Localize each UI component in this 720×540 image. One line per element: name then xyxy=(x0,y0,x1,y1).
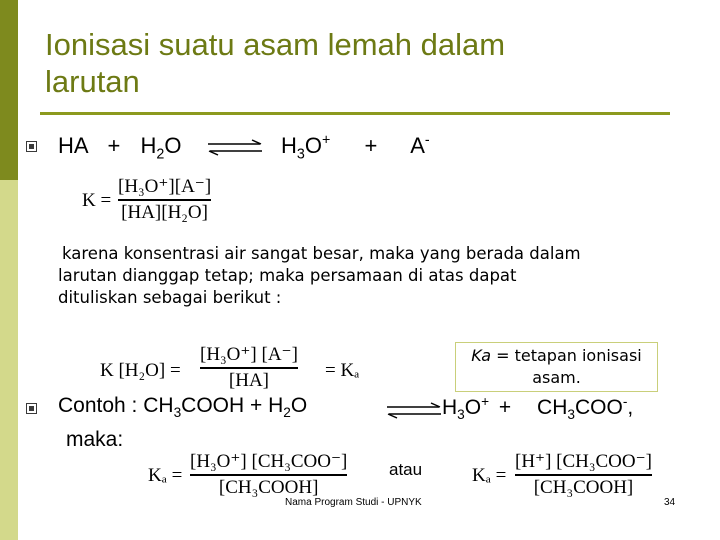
reaction-1-products xyxy=(281,133,430,163)
reactant-water: $H_2O$ xyxy=(140,133,182,163)
plus-sign: + xyxy=(498,396,512,419)
sidebar-accent-light xyxy=(0,180,18,540)
bullet-icon xyxy=(26,141,37,152)
ka-rhs: = Kₐ xyxy=(325,360,360,381)
example-maka: maka: xyxy=(66,428,124,451)
ka-definition-note xyxy=(455,342,658,392)
slide-title xyxy=(45,26,665,100)
paragraph-line-1: karena konsentrasi air sangat besar, maka yang berada dalam xyxy=(62,244,581,263)
ka-numerator: [H₃O⁺] [A⁻] xyxy=(200,344,298,365)
fraction-bar xyxy=(190,474,347,476)
reactant-ha: HA xyxy=(58,133,88,158)
ka-denominator: [HA] xyxy=(228,369,269,391)
ka-expr-1-lhs: Kₐ = xyxy=(148,465,183,486)
ka-expr-1-fraction xyxy=(190,450,347,499)
plus-sign: + xyxy=(364,133,378,159)
sidebar-accent-dark xyxy=(0,0,18,180)
plus-sign: + xyxy=(107,133,121,158)
ka-definition-line-2: asam. xyxy=(532,368,581,387)
k-numerator: [H₃O⁺][A⁻] xyxy=(118,176,212,197)
fraction-bar xyxy=(118,199,211,201)
bullet-icon xyxy=(26,403,37,414)
k-denominator: [HA][H₂O] xyxy=(121,201,208,223)
ka-expr-2-lhs: Kₐ = xyxy=(472,465,507,486)
title-line-2: larutan xyxy=(45,64,140,99)
ka-expr-1-denominator: [CH₃COOH] xyxy=(218,476,319,498)
paragraph-line-2: larutan dianggap tetap; maka persamaan di atas dapat xyxy=(58,266,517,285)
atau-label: atau xyxy=(389,460,423,479)
paragraph-line-3: dituliskan sebagai berikut : xyxy=(58,288,282,307)
reaction-1 xyxy=(58,133,181,162)
product-anion: A- xyxy=(410,133,430,159)
k-lhs: K = xyxy=(82,190,112,211)
ka-expr-1-numerator: [H₃O⁺] [CH₃COO⁻] xyxy=(190,451,348,472)
ka-expr-2-fraction xyxy=(515,450,652,499)
ka-symbol: Ka xyxy=(471,346,492,365)
ka-fraction xyxy=(200,343,298,392)
equilibrium-arrow-icon xyxy=(206,139,264,157)
ka-expr-2-numerator: [H⁺] [CH₃COO⁻] xyxy=(515,451,652,472)
explanation-paragraph xyxy=(58,243,708,309)
ka-definition-text: = tetapan ionisasi xyxy=(491,346,642,365)
example-products xyxy=(442,394,633,422)
footer-text: Nama Program Studi - UPNYK xyxy=(285,497,422,508)
product-hydronium: $H_3O^+$ xyxy=(281,133,331,163)
product-acetate: $CH_3COO^-$, xyxy=(537,394,634,423)
product-hydronium: $H_3O^+$ xyxy=(442,394,490,423)
fraction-bar xyxy=(200,367,298,369)
ka-expr-2-denominator: [CH₃COOH] xyxy=(533,476,634,498)
ka-lhs: K [H₂O] = xyxy=(100,360,181,381)
title-divider xyxy=(40,112,670,115)
k-fraction xyxy=(118,175,211,224)
example-reaction: Contoh : $CH_3COOH + H_2O$ xyxy=(58,394,308,421)
page-number: 34 xyxy=(664,497,676,508)
title-line-1: Ionisasi suatu asam lemah dalam xyxy=(45,27,506,62)
fraction-bar xyxy=(515,474,652,476)
equilibrium-arrow-icon xyxy=(385,402,443,420)
